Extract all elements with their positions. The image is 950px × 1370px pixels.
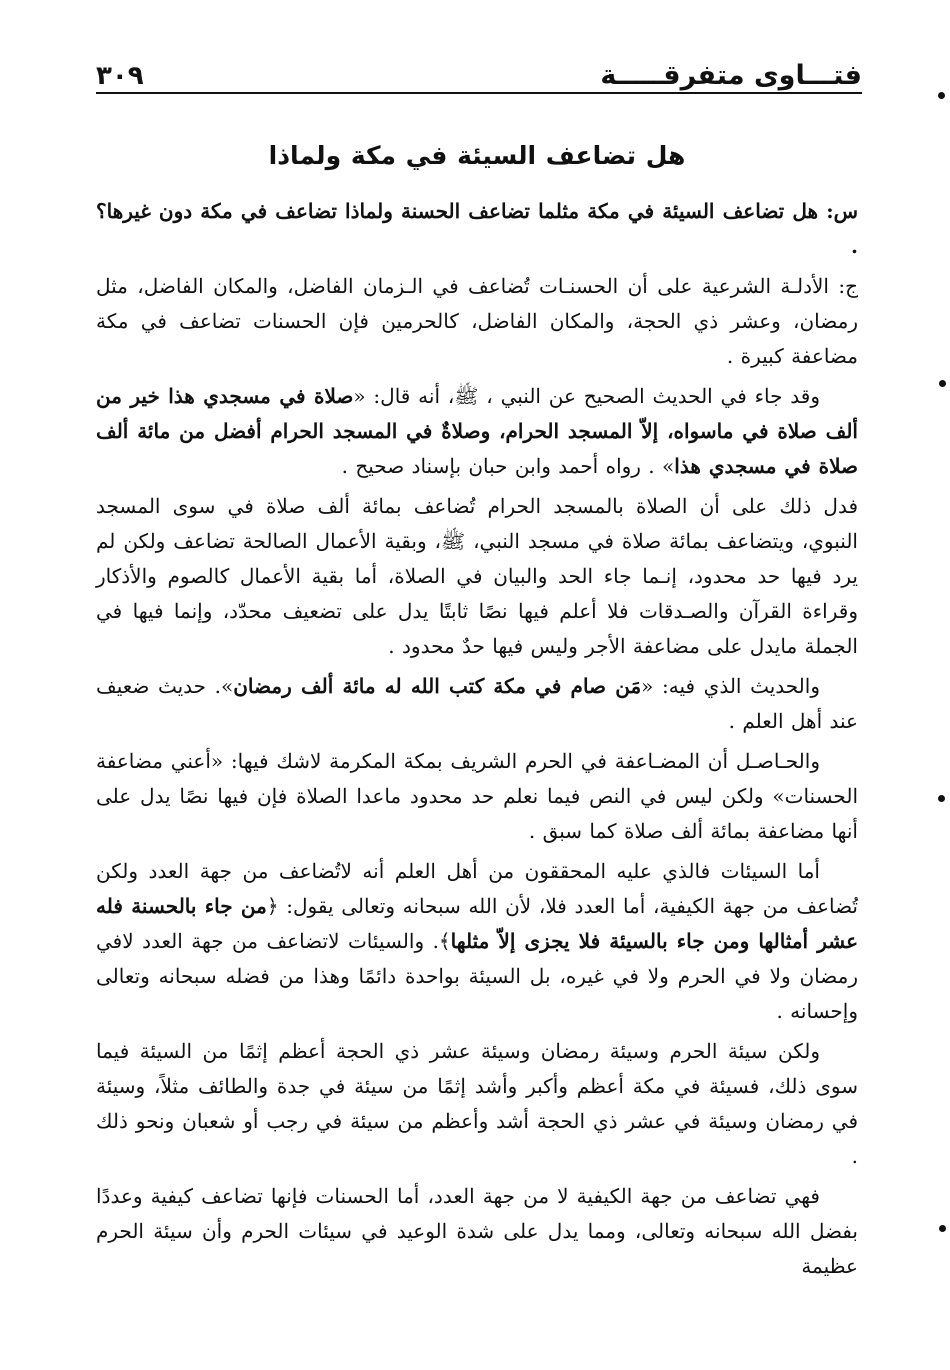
margin-dot	[938, 795, 945, 802]
article-title: هل تضاعف السيئة في مكة ولماذا	[268, 141, 686, 170]
margin-dot	[939, 380, 946, 387]
answer-intro-paragraph: ج: الأدلـة الشرعية على أن الحسنـات تُضاعف في الـزمان الفاضل، والمكان الفاضل، مثل رمضان، وعشر ذي الحجة، والمكان الفاضل، كالحرمين فإن الحسنات تضاعف في مكة مضاعفة كبيرة .	[96, 274, 858, 368]
running-title: فتـــاوى متفرقـــــة	[600, 60, 862, 91]
weak-hadith-intro-text: والحديث الذي فيه: «	[641, 674, 820, 698]
page-number: ٣٠٩	[96, 61, 144, 91]
sins-intro-text: أما السيئات فالذي عليه المحققون من أهل العلم أنه لاتُضاعف من جهة العدد ولكن تُضاعف من جهة الكيفية، أما العدد فلا، لأن الله سبحانه وتعالى يقول: ﴿	[96, 859, 859, 918]
page-header	[96, 50, 862, 92]
prayer-multiplication-paragraph: فدل ذلك على أن الصلاة بالمسجد الحرام تُضاعف بمائة ألف صلاة في سوى المسجد النبوي، ويتضاعف بمائة صلاة في مسجد النبي، ﷺ، وبقية الأعمال الصالحة تضاعف ولكن لم يرد فيها حد محدود، إنـما جاء الحد والبيان في الصلاة، أما بقية الأعمال كالصوم والأذكار وقراءة القرآن والصـدقات فلا أعلم فيها نصًا ثابتًا يدل على تضعيف محدّد، وإنما فيها في الجملة مايدل على مضاعفة الأجر وليس فيها حدٌ محدود .	[96, 494, 858, 658]
hadith-intro-text: وقد جاء في الحديث الصحيح عن النبي ، ﷺ، أنه قال: «	[353, 384, 820, 408]
haram-sin-paragraph: ولكن سيئة الحرم وسيئة رمضان وسيئة عشر ذي الحجة أعظم إثمًا من السيئة فيما سوى ذلك، فسيئة في مكة أعظم وأكبر وأشد إثمًا من سيئة في جدة والطائف مثلاً، وسيئة في رمضان وسيئة في عشر ذي الحجة أشد وأعظم من سيئة في رجب أو شعبان ونحو ذلك .	[96, 1039, 858, 1168]
sins-paragraph	[96, 854, 858, 1029]
weak-hadith-paragraph	[96, 669, 858, 739]
quran-verse: من جاء بالحسنة فله عشر أمثالها ومن جاء بالسيئة فلا يجزى إلاّ مثلها	[96, 894, 858, 953]
weak-hadith-grade-text: ». حديث ضعيف عند أهل العلم .	[96, 674, 858, 733]
final-paragraph: فهي تضاعف من جهة الكيفية لا من جهة العدد، أما الحسنات فإنها تضاعف كيفية وعددًا بفضل الله سبحانه وتعالى، ومما يدل على شدة الوعيد في سيئات الحرم وأن سيئة الحرم عظيمة	[96, 1184, 858, 1278]
margin-dot	[939, 1225, 946, 1232]
weak-hadith-quote: مَن صام في مكة كتب الله له مائة ألف رمضان	[233, 674, 642, 698]
sins-explanation-text: ﴾. والسيئات لاتضاعف من جهة العدد لافي رمضان ولا في الحرم ولا في غيره، بل السيئة بواحدة دائمًا وهذا من فضله سبحانه وتعالى وإحسانه .	[96, 929, 858, 1023]
question-paragraph: س: هل تضاعف السيئة في مكة مثلما تضاعف الحسنة ولماذا تضاعف في مكة دون غيرها؟ .	[96, 199, 858, 258]
conclusion-paragraph: والحـاصـل أن المضـاعفة في الحرم الشريف بمكة المكرمة لاشك فيها: «أعني مضاعفة الحسنات» ولكن ليس في النص فيما نعلم حد محدود ماعدا الصلاة فإن فيها نصًا يدل على أنها مضاعفة بمائة ألف صلاة كما سبق .	[96, 749, 858, 843]
hadith-paragraph	[96, 379, 858, 484]
page-content	[96, 132, 858, 1289]
hadith-source-text: » . رواه أحمد وابن حبان بإسناد صحيح .	[341, 454, 675, 478]
margin-dot	[938, 92, 945, 99]
hadith-quote: صلاة في مسجدي هذا خير من ألف صلاة في ماسواه، إلاّ المسجد الحرام، وصلاةٌ في المسجد الحرام أفضل من مائة ألف صلاة في مسجدي هذا	[96, 384, 858, 478]
header-rule	[96, 92, 862, 94]
